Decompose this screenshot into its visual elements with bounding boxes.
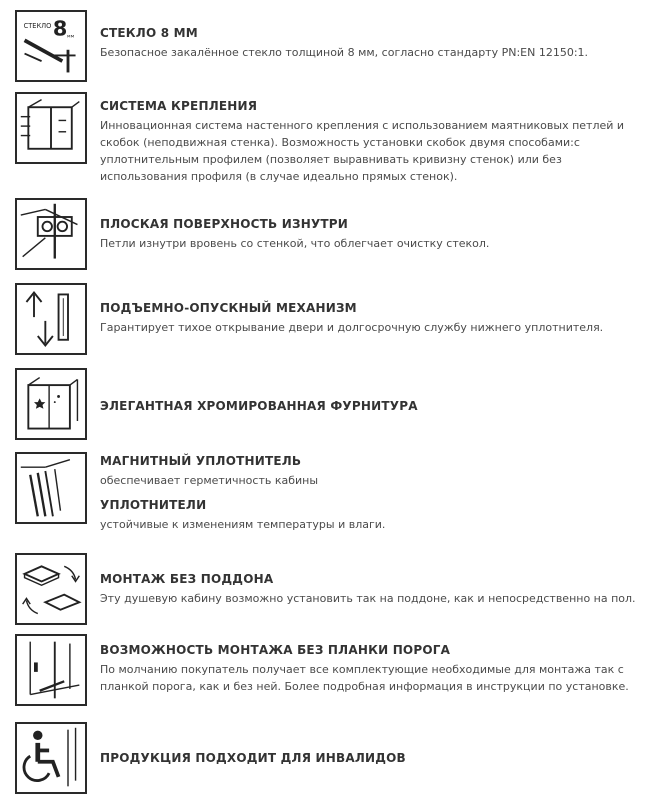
flat-surface-icon bbox=[15, 198, 87, 270]
chrome-fittings-icon bbox=[15, 368, 87, 440]
feature-description: Гарантирует тихое открывание двери и долгосрочную службу нижнего уплотнителя. bbox=[100, 321, 604, 334]
icon-glass-label: СТЕКЛО bbox=[23, 22, 52, 31]
feature-description: Инновационная система настенного крепления с использованием маятниковых петлей и скобок (неподвижная стенка). Возможность установки скобок двумя способами:c уплотнительным профилем (позволяет выравнивать кривизну стенок) или без использования профиля (в случае идеально прямых стенок). bbox=[100, 119, 625, 183]
no-threshold-icon bbox=[15, 634, 87, 706]
feature-title: ПОДЪЕМНО-ОПУСКНЫЙ МЕХАНИЗМ bbox=[100, 301, 357, 315]
feature-title: ПЛОСКАЯ ПОВЕРХНОСТЬ ИЗНУТРИ bbox=[100, 217, 349, 231]
magnetic-seal-icon bbox=[15, 452, 87, 524]
wheelchair-icon bbox=[15, 722, 87, 794]
icon-glass-unit: мм bbox=[67, 34, 75, 40]
feature-title: ПРОДУКЦИЯ ПОДХОДИТ ДЛЯ ИНВАЛИДОВ bbox=[100, 751, 406, 765]
feature-description: Петли изнутри вровень со стенкой, что облегчает очистку стекол. bbox=[100, 237, 490, 250]
feature-title: ЭЛЕГАНТНАЯ ХРОМИРОВАННАЯ ФУРНИТУРА bbox=[100, 399, 418, 413]
icon-glass-number: 8 bbox=[52, 16, 68, 41]
lift-mechanism-icon bbox=[15, 283, 87, 355]
no-tray-icon bbox=[15, 553, 87, 625]
feature-title: ВОЗМОЖНОСТЬ МОНТАЖА БЕЗ ПЛАНКИ ПОРОГА bbox=[100, 643, 451, 657]
feature-description: Эту душевую кабину возможно установить так на поддоне, как и непосредственно на пол. bbox=[100, 592, 636, 605]
feature-title: СИСТЕМА КРЕПЛЕНИЯ bbox=[100, 99, 258, 113]
feature-subdescription: устойчивые к изменениям температуры и влаги. bbox=[100, 518, 386, 531]
feature-title: МАГНИТНЫЙ УПЛОТНИТЕЛЬ bbox=[100, 454, 302, 468]
feature-description: обеспечивает герметичность кабины bbox=[100, 474, 319, 487]
feature-description: По молчанию покупатель получает все комплектующие необходимые для монтажа так с планкой порога, как и без ней. Более подробная информация в инструкции по установке. bbox=[100, 663, 629, 693]
mounting-system-icon bbox=[15, 92, 87, 164]
feature-subtitle: УПЛОТНИТЕЛИ bbox=[100, 498, 207, 512]
feature-title: МОНТАЖ БЕЗ ПОДДОНА bbox=[100, 572, 274, 586]
feature-description: Безопасное закалённое стекло толщиной 8 мм, согласно стандарту PN:EN 12150:1. bbox=[100, 46, 589, 59]
feature-title: СТЕКЛО 8 ММ bbox=[100, 26, 198, 40]
glass-8mm-icon bbox=[15, 10, 87, 82]
